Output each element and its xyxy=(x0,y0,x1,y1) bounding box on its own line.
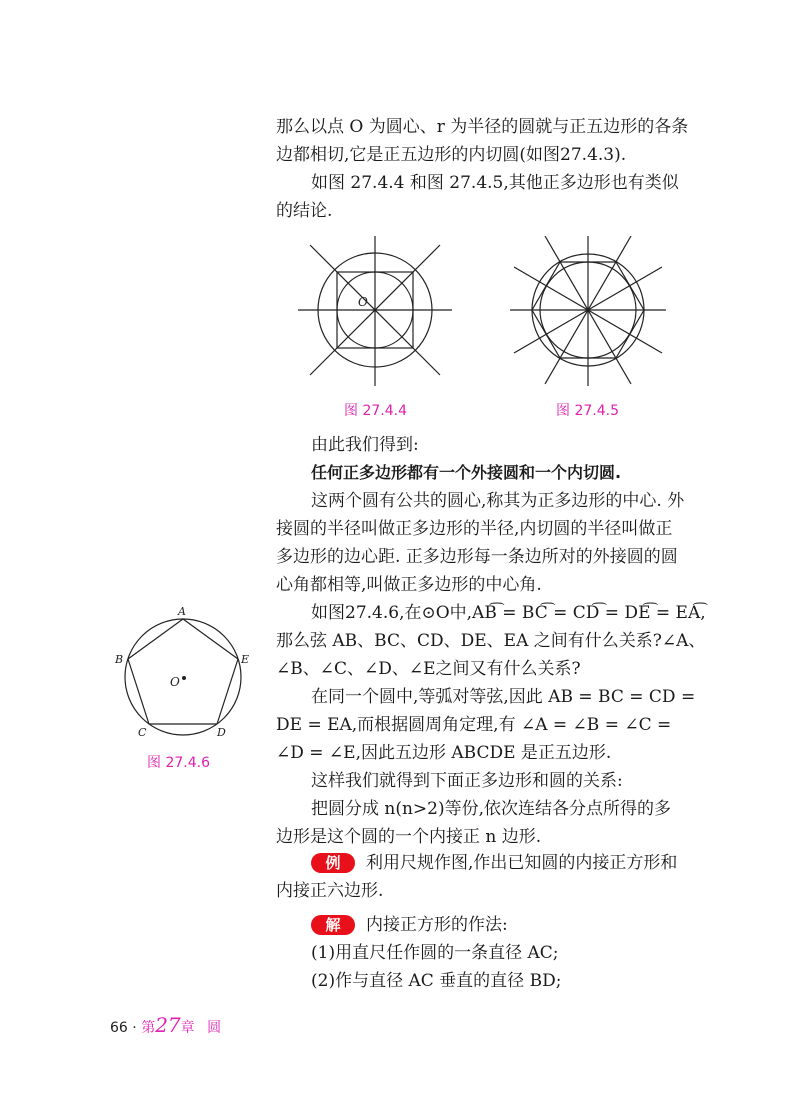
paragraph-line: 这两个圆有公共的圆心,称其为正多边形的中心. 外 xyxy=(311,491,685,511)
paragraph-line: 内接正方形的作法: xyxy=(366,915,508,935)
paragraph-line: 利用尺规作图,作出已知圆的内接正方形和 xyxy=(366,853,678,873)
vertex-label: D xyxy=(217,726,226,739)
paragraph-line: DE = EA,而根据圆周角定理,有 ∠A = ∠B = ∠C = xyxy=(276,715,672,735)
paragraph-line: 那么以点 O 为圆心、r 为半径的圆就与正五边形的各条 xyxy=(276,117,689,137)
chapter-title: 圆 xyxy=(207,1020,222,1036)
paragraph-line: 接圆的半径叫做正多边形的半径,内切圆的半径叫做正 xyxy=(276,519,673,539)
figure-caption: 图 27.4.4 xyxy=(344,403,407,419)
solution-badge: 解 xyxy=(311,915,355,935)
paragraph-line: 边都相切,它是正五边形的内切圆(如图27.4.3). xyxy=(276,145,627,165)
paragraph-line: 把圆分成 n(n>2)等份,依次连结各分点所得的多 xyxy=(311,799,672,819)
page-number: 66 xyxy=(110,1020,128,1036)
chapter-suffix: 章 xyxy=(180,1020,195,1036)
step-line: (2)作与直径 AC 垂直的直径 BD; xyxy=(311,971,562,991)
paragraph-line: 这样我们就得到下面正多边形和圆的关系: xyxy=(311,771,623,791)
paragraph-line: 如图27.4.6,在⊙O中,AB͡ = BC͡ = CD͡ = DE͡ = EA͡, xyxy=(311,603,706,623)
figure-27-4-5 xyxy=(510,236,666,386)
figure-caption: 图 27.4.5 xyxy=(556,403,619,419)
paragraph-line: 心角都相等,叫做正多边形的中心角. xyxy=(276,575,542,595)
paragraph-line: 的结论. xyxy=(276,201,333,221)
paragraph-line: ∠B、∠C、∠D、∠E之间又有什么关系? xyxy=(276,659,581,679)
paragraph-line: 边形是这个圆的一个内接正 n 边形. xyxy=(276,827,542,847)
paragraph-line: 内接正六边形. xyxy=(276,881,384,901)
page-footer xyxy=(110,1013,221,1037)
paragraph-line: ∠D = ∠E,因此五边形 ABCDE 是正五边形. xyxy=(276,743,612,763)
vertex-label: B xyxy=(115,653,124,666)
chapter-prefix: 第 xyxy=(141,1020,156,1036)
footer-dot: · xyxy=(132,1020,137,1036)
paragraph-line: 在同一个圆中,等弧对等弦,因此 AB = BC = CD = xyxy=(311,687,696,707)
example-badge: 例 xyxy=(311,853,355,873)
figure-27-4-6 xyxy=(108,606,258,742)
paragraph-line: 如图 27.4.4 和图 27.4.5,其他正多边形也有类似 xyxy=(311,173,679,193)
center-label: O xyxy=(358,295,368,309)
paragraph-line: 由此我们得到: xyxy=(311,435,419,455)
center-label: O xyxy=(170,675,180,689)
theorem-statement: 任何正多边形都有一个外接圆和一个内切圆. xyxy=(311,463,622,482)
vertex-label: C xyxy=(138,726,147,739)
paragraph-line: 那么弦 AB、BC、CD、DE、EA 之间有什么关系?∠A、 xyxy=(276,631,706,651)
paragraph-line: 多边形的边心距. 正多边形每一条边所对的外接圆的圆 xyxy=(276,547,678,567)
figure-caption: 图 27.4.6 xyxy=(147,755,210,771)
figure-27-4-4 xyxy=(298,236,452,386)
chapter-number: 27 xyxy=(155,1013,181,1037)
vertex-label: E xyxy=(241,653,250,666)
step-line: (1)用直尺任作圆的一条直径 AC; xyxy=(311,943,559,963)
vertex-label: A xyxy=(178,606,186,618)
